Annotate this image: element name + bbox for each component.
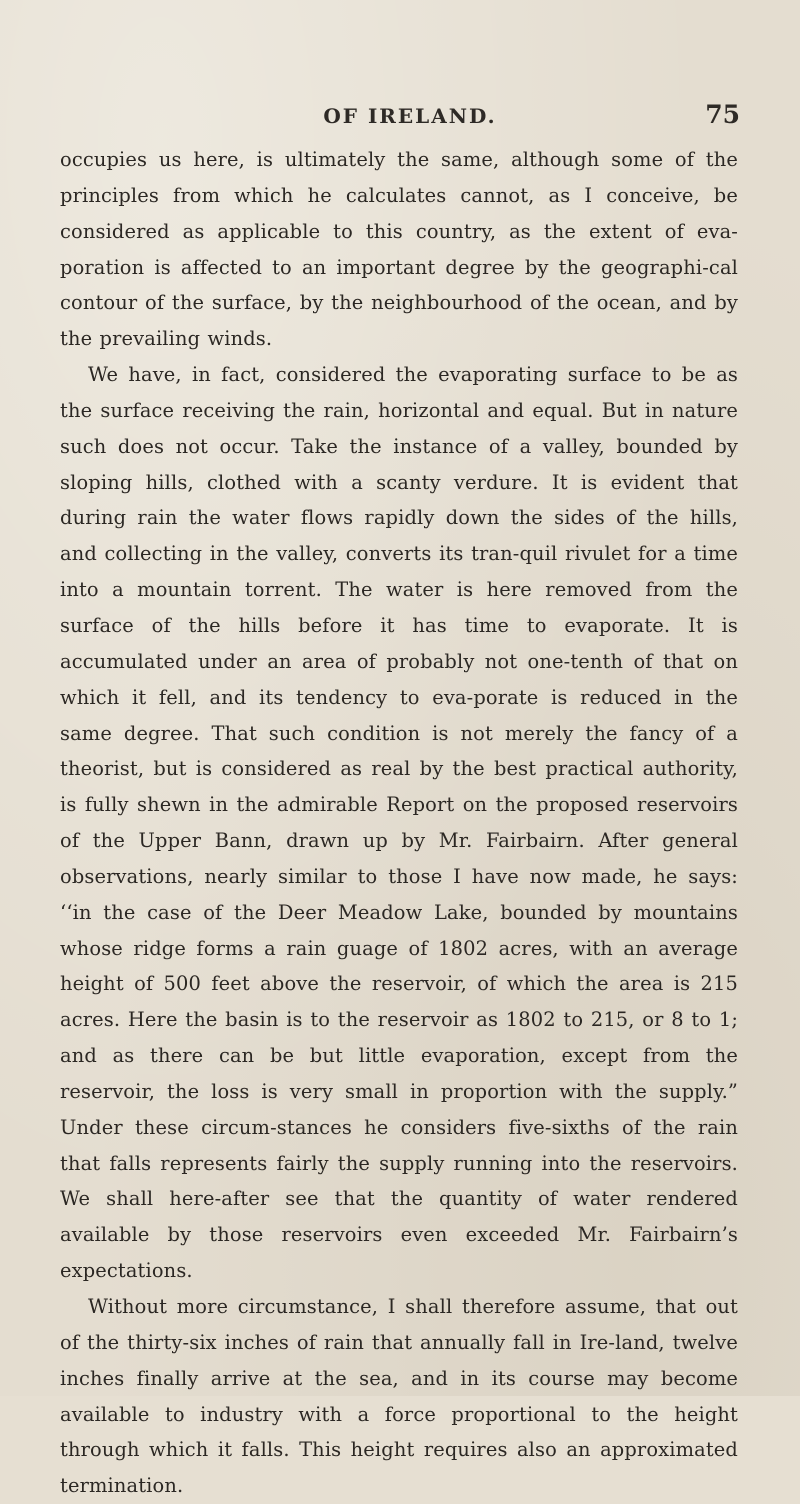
page-number: 75	[705, 100, 740, 129]
paragraph-3: Without more circumstance, I shall therefore assume, that out of the thirty-six inches of rain that annually fall in Ire-land, twelve inches finally arrive at the sea, and in its course may become available to industry with a force proportional to the height through which it falls. This height requires also an approximated termination.	[60, 1295, 738, 1498]
paragraph-1: occupies us here, is ultimately the same, although some of the principles from which he calculates cannot, as I conceive, be considered as applicable to this country, as the extent of eva-poration is affected to an important degree by the geographi-cal contour of the surface, by the neighbourhood of the ocean, and by the prevailing winds.	[60, 148, 738, 351]
body-text	[60, 142, 738, 1504]
paragraph-2: We have, in fact, considered the evaporating surface to be as the surface receiving the rain, horizontal and equal. But in nature such does not occur. Take the instance of a valley, bounded by sloping hills, clothed with a scanty verdure. It is evident that during rain the water flows rapidly down the sides of the hills, and collecting in the valley, converts its tran-quil rivulet for a time into a mountain torrent. The water is here removed from the surface of the hills before it has time to evaporate. It is accumulated under an area of probably not one-tenth of that on which it fell, and its tendency to eva-porate is reduced in the same degree. That such condition is not merely the fancy of a theorist, but is considered as real by the best practical authority, is fully shewn in the admirable Report on the proposed reservoirs of the Upper Bann, drawn up by Mr. Fairbairn. After general observations, nearly similar to those I have now made, he says: ‘‘in the case of the Deer Meadow Lake, bounded by mountains whose ridge forms a rain guage of 1802 acres, with an average height of 500 feet above the reservoir, of which the area is 215 acres. Here the basin is to the reservoir as 1802 to 215, or 8 to 1; and as there can be but little evaporation, except from the reservoir, the loss is very small in proportion with the supply.” Under these circum-stances he considers five-sixths of the rain that falls represents fairly the supply running into the reservoirs. We shall here-after see that the quantity of water rendered available by those reservoirs even exceeded Mr. Fairbairn’s expectations.	[60, 363, 738, 1283]
running-head	[60, 100, 760, 134]
running-title: OF IRELAND.	[323, 104, 497, 128]
